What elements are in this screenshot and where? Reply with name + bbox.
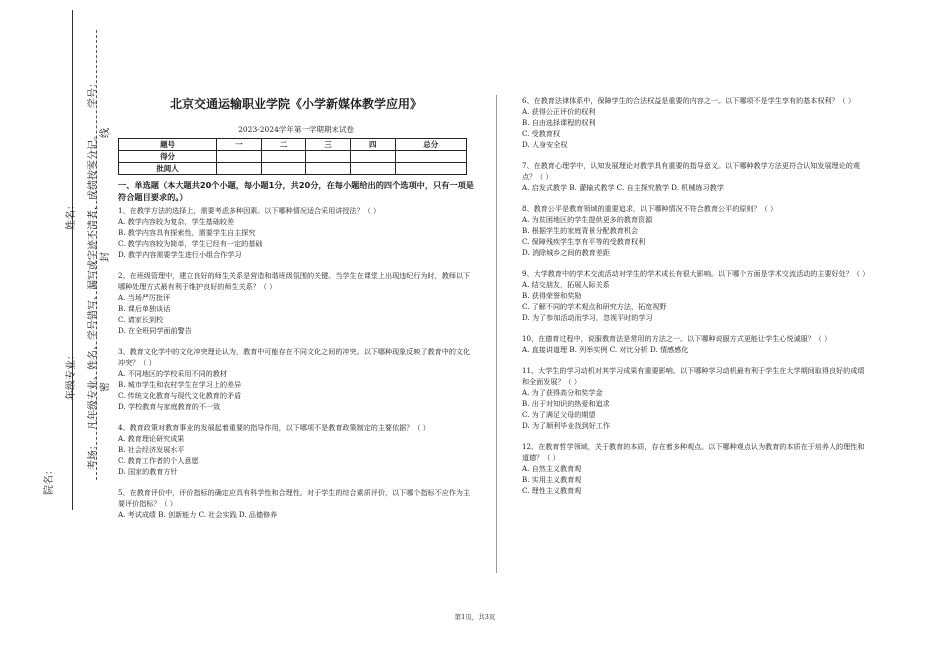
answer-option: A. 不同地区的学校采用不同的教材	[118, 369, 227, 378]
left-column	[118, 95, 474, 530]
answer-option: C. 保障残疾学生享有平等的受教育权利	[522, 237, 646, 246]
school-label: 院名：	[44, 465, 55, 495]
score-cell	[395, 163, 466, 175]
exam-title: 北京交通运输职业学院《小学新媒体教学应用》	[169, 97, 422, 111]
answer-option: D. 学校教育与家庭教育的不一致	[118, 402, 221, 411]
answer-option: C. 理性主义教育观	[522, 486, 582, 495]
score-table-header-row	[119, 139, 467, 151]
score-cell	[350, 151, 395, 163]
score-table-row	[119, 163, 467, 175]
answer-option: A. 直接讲道理 B. 列举实例 C. 对比分析 D. 情感感化	[522, 345, 689, 354]
answer-option: C. 教学内容较为简单，学生已经有一定的基础	[118, 239, 263, 248]
question	[522, 333, 867, 355]
answer-option: B. 课后单独谈话	[118, 304, 171, 313]
exam-site-label: 考场：	[88, 440, 99, 470]
score-table	[118, 138, 467, 175]
answer-option: A. 为贫困地区的学生提供更多的教育资源	[522, 215, 653, 224]
binding-line-outer	[72, 10, 73, 510]
exam-subtitle: 2023-2024学年第一学期期末试卷	[238, 125, 354, 134]
question-stem: 12、在教育哲学领域，关于教育的本质，存在着多种观点。以下哪种观点认为教育的本质在于培养人的理性和道德？（ ）	[522, 442, 865, 462]
score-col-header: 题号	[119, 139, 217, 151]
question	[522, 365, 867, 431]
answer-option: C. 教育工作者的个人意愿	[118, 456, 199, 465]
answer-option: A. 教育理论研究成果	[118, 434, 185, 443]
seal-feng: 封	[100, 252, 111, 262]
question-stem: 6、在教育法律体系中，保障学生的合法权益是重要的内容之一。以下哪项不是学生享有的基本权利？（ ）	[522, 96, 856, 105]
question	[118, 422, 474, 477]
answer-option: D. 国家的教育方针	[118, 467, 178, 476]
seal-mi: 密	[100, 382, 111, 392]
score-col-header: 一	[217, 139, 262, 151]
question	[522, 441, 867, 496]
question-stem: 4、教育政策对教育事业的发展起着重要的指导作用，以下哪项不是教育政策制定的主要依据？（ ）	[118, 423, 430, 432]
question	[118, 270, 474, 336]
answer-option: D. 在全班同学面前警告	[118, 326, 192, 335]
student-id-label: 学号：	[88, 78, 99, 108]
answer-option: B. 出于对知识的热爱和追求	[522, 399, 610, 408]
answer-option: B. 实用主义教育观	[522, 475, 582, 484]
answer-option: C. 请家长到校	[118, 315, 164, 324]
section-heading: 一、单选题（本大题共20个小题，每小题1分，共20分，在每小题给出的四个选项中，只有一项是符合题目要求的。）	[118, 180, 474, 202]
answer-option: C. 受教育权	[522, 129, 561, 138]
score-cell	[306, 163, 351, 175]
question	[522, 160, 867, 193]
question	[522, 268, 870, 323]
score-row-label: 得分	[119, 151, 217, 163]
answer-option: A. 自然主义教育观	[522, 464, 582, 473]
question	[522, 95, 867, 150]
score-cell	[395, 151, 466, 163]
question-stem: 9、大学教育中的学术交流活动对学生的学术成长有很大影响。以下哪个方面是学术交流活动的主要好处？（ ）	[522, 269, 870, 278]
name-label: 姓名：	[66, 200, 77, 230]
answer-option: B. 根据学生的家庭背景分配教育机会	[522, 226, 639, 235]
answer-option: B. 获得荣誉和奖励	[522, 291, 582, 300]
answer-option: B. 城市学生和农村学生在学习上的差异	[118, 380, 242, 389]
score-cell	[261, 163, 306, 175]
score-cell	[217, 163, 262, 175]
answer-option: D. 消除城乡之间的教育差距	[522, 248, 610, 257]
question	[522, 203, 867, 258]
question-stem: 1、在教学方法的选择上，需要考虑多种因素。以下哪种情况适合采用讲授法？（ ）	[118, 206, 381, 215]
question	[118, 205, 474, 260]
right-question-list	[522, 95, 870, 496]
answer-option: A. 结交朋友，拓展人际关系	[522, 280, 610, 289]
answer-option: A. 启发式教学 B. 灌输式教学 C. 自主探究教学 D. 机械练习教学	[522, 183, 724, 192]
answer-option: D. 为了参加活动而学习，忽视平时的学习	[522, 313, 653, 322]
question-stem: 7、在教育心理学中，认知发展理论对教学具有重要的指导意义。以下哪种教学方法更符合认知发展理论的观点？（ ）	[522, 161, 860, 181]
score-col-header: 总分	[395, 139, 466, 151]
left-question-list	[118, 205, 474, 520]
answer-option: D. 教学内容需要学生进行小组合作学习	[118, 250, 242, 259]
question-stem: 11、大学生的学习动机对其学习成果有重要影响。以下哪种学习动机最有利于学生在大学期间取得良好的成绩和全面发展？（ ）	[522, 366, 865, 386]
column-divider	[496, 95, 497, 573]
question-stem: 2、在班级管理中，建立良好的师生关系是营造和谐班级氛围的关键。当学生在课堂上出现违纪行为时，教师以下哪种处理方式最有利于维护良好的师生关系？（ ）	[118, 271, 471, 291]
score-col-header: 四	[350, 139, 395, 151]
answer-option: A. 考试成绩 B. 创新能力 C. 社会实践 D. 品德修养	[118, 510, 278, 519]
answer-option: C. 了解不同的学术观点和研究方法，拓宽视野	[522, 302, 667, 311]
answer-option: D. 为了顺利毕业找到好工作	[522, 421, 610, 430]
question-stem: 3、教育文化学中的文化冲突理论认为，教育中可能存在不同文化之间的冲突。以下哪种现象反映了教育中的文化冲突？（ ）	[118, 347, 471, 367]
score-col-header: 二	[261, 139, 306, 151]
score-col-header: 三	[306, 139, 351, 151]
question	[118, 487, 474, 520]
right-column	[522, 95, 870, 506]
answer-option: C. 为了满足父母的期望	[522, 410, 596, 419]
score-row-label: 批阅人	[119, 163, 217, 175]
score-table-row	[119, 151, 467, 163]
question-stem: 8、教育公平是教育领域的重要追求，以下哪种情况不符合教育公平的原则？（ ）	[522, 204, 778, 213]
binding-margin	[0, 0, 110, 672]
question-stem: 5、在教育评价中，评价指标的确定应具有科学性和合理性。对于学生的综合素质评价，以下哪个指标不应作为主要评价指标？（ ）	[118, 488, 471, 508]
answer-option: B. 社会经济发展水平	[118, 445, 185, 454]
score-cell	[217, 151, 262, 163]
seal-notice: 凡年级专业、姓名、学号错写、漏写或字迹不清者，成绩按零分记。	[88, 130, 99, 430]
score-cell	[261, 151, 306, 163]
answer-option: A. 为了获得高分和奖学金	[522, 388, 603, 397]
question	[118, 346, 474, 412]
answer-option: A. 获得公正评价的权利	[522, 107, 596, 116]
page-footer: 第1页，共3页	[454, 613, 496, 621]
answer-option: D. 人身安全权	[522, 140, 568, 149]
score-cell	[306, 151, 351, 163]
answer-option: C. 传统文化教育与现代文化教育的矛盾	[118, 391, 242, 400]
answer-option: A. 教学内容较为复杂，学生基础较差	[118, 217, 235, 226]
score-cell	[350, 163, 395, 175]
answer-option: B. 自由选择课程的权利	[522, 118, 596, 127]
answer-option: B. 教学内容具有探索性，需要学生自主探究	[118, 228, 256, 237]
question-stem: 10、在德育过程中，说服教育法是常用的方法之一。以下哪种说服方式更能让学生心悦诚服？（ ）	[522, 334, 832, 343]
class-label: 年级专业：	[66, 350, 77, 400]
answer-option: A. 当场严厉批评	[118, 293, 171, 302]
seal-xian: 线	[100, 128, 111, 138]
